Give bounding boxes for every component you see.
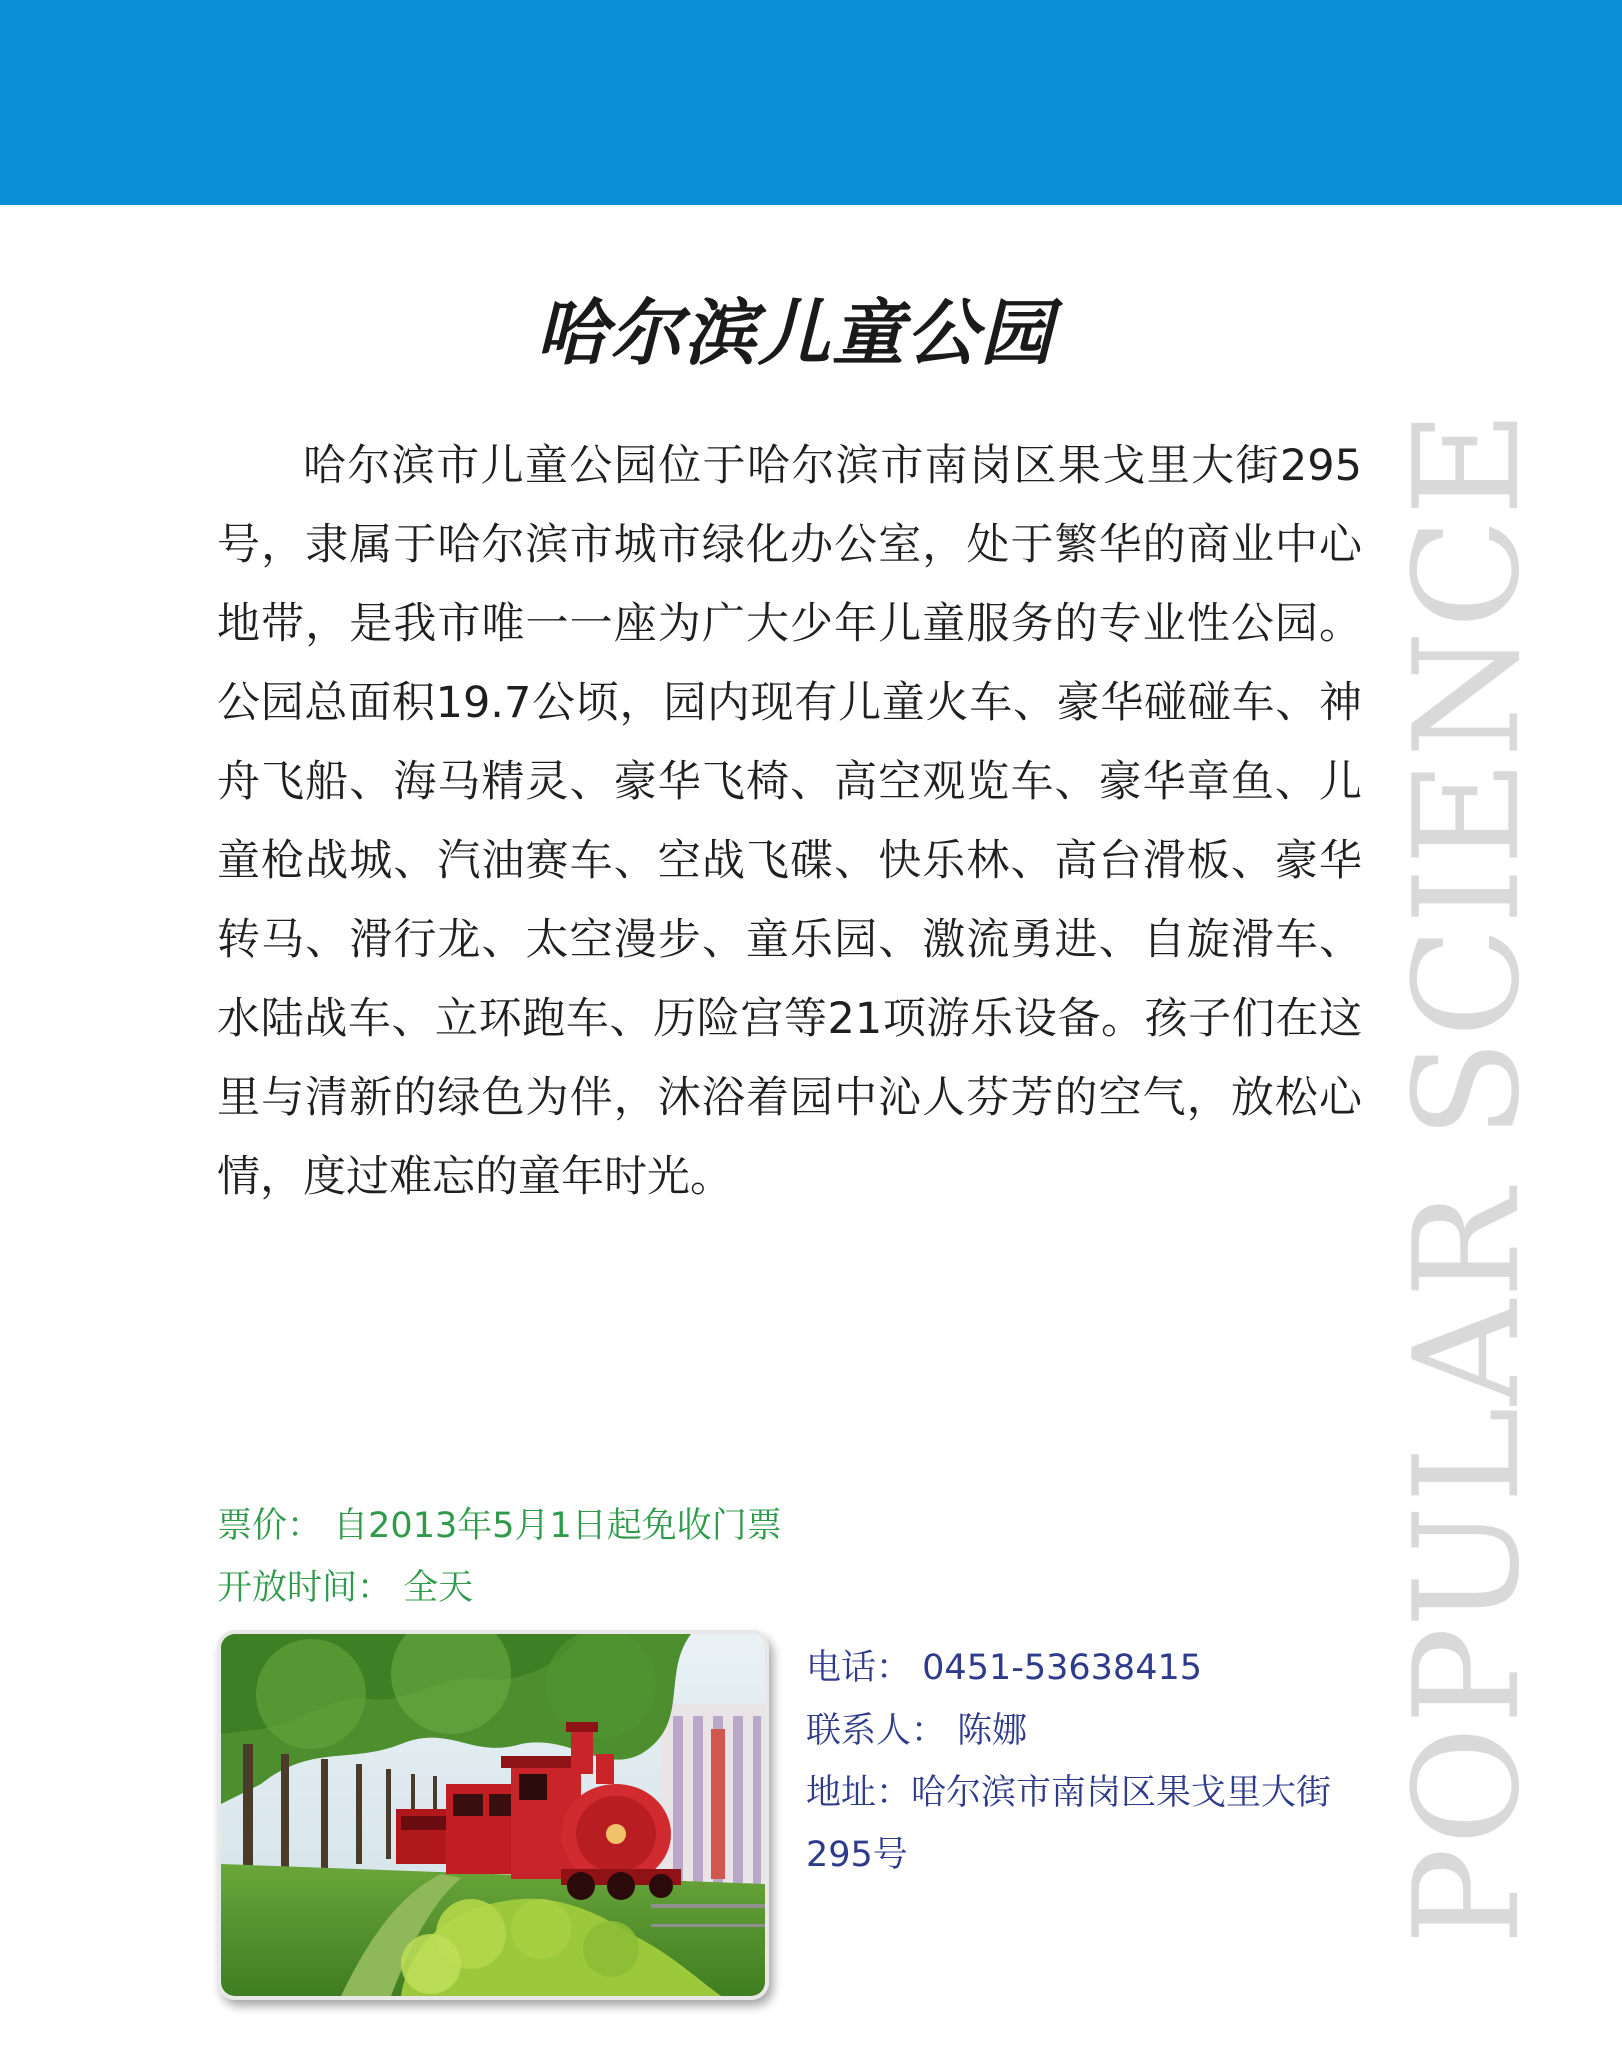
side-watermark-text: POPULAR SCIENCE bbox=[1383, 408, 1552, 1945]
train-photo bbox=[217, 1630, 769, 2000]
hours-value: 全天 bbox=[403, 1568, 474, 1608]
header-band bbox=[0, 0, 1622, 205]
hours-label: 开放时间： bbox=[217, 1568, 393, 1608]
contact-person-label: 联系人： bbox=[806, 1711, 947, 1751]
contact-person-info bbox=[806, 1703, 1027, 1753]
address-value: 哈尔滨市南岗区果戈里大街295号 bbox=[806, 1773, 1332, 1875]
address-info bbox=[806, 1762, 1366, 1886]
ticket-label: 票价： bbox=[217, 1506, 323, 1546]
page-title: 哈尔滨儿童公园 bbox=[535, 291, 1054, 375]
ticket-value: 自2013年5月1日起免收门票 bbox=[333, 1506, 782, 1546]
hours-info bbox=[217, 1560, 473, 1610]
body-paragraph: 哈尔滨市儿童公园位于哈尔滨市南岗区果戈里大街295号，隶属于哈尔滨市城市绿化办公室，处于繁华的商业中心地带，是我市唯一一座为广大少年儿童服务的专业性公园。公园总面积19.7公顷，园内现有儿童火车、豪华碰碰车、神舟飞船、海马精灵、豪华飞椅、高空观览车、豪华章鱼、儿童枪战城、汽油赛车、空战飞碟、快乐林、高台滑板、豪华转马、滑行龙、太空漫步、童乐园、激流勇进、自旋滑车、水陆战车、立环跑车、历险宫等21项游乐设备。孩子们在这里与清新的绿色为伴，沐浴着园中沁人芬芳的空气，放松心情，度过难忘的童年时光。 bbox=[217, 441, 1362, 1202]
address-label: 地址： bbox=[806, 1773, 912, 1813]
contact-person-value: 陈娜 bbox=[957, 1711, 1028, 1751]
phone-info bbox=[806, 1640, 1202, 1690]
phone-value: 0451-53638415 bbox=[922, 1648, 1203, 1688]
ticket-info bbox=[217, 1498, 782, 1548]
phone-label: 电话： bbox=[806, 1648, 912, 1688]
